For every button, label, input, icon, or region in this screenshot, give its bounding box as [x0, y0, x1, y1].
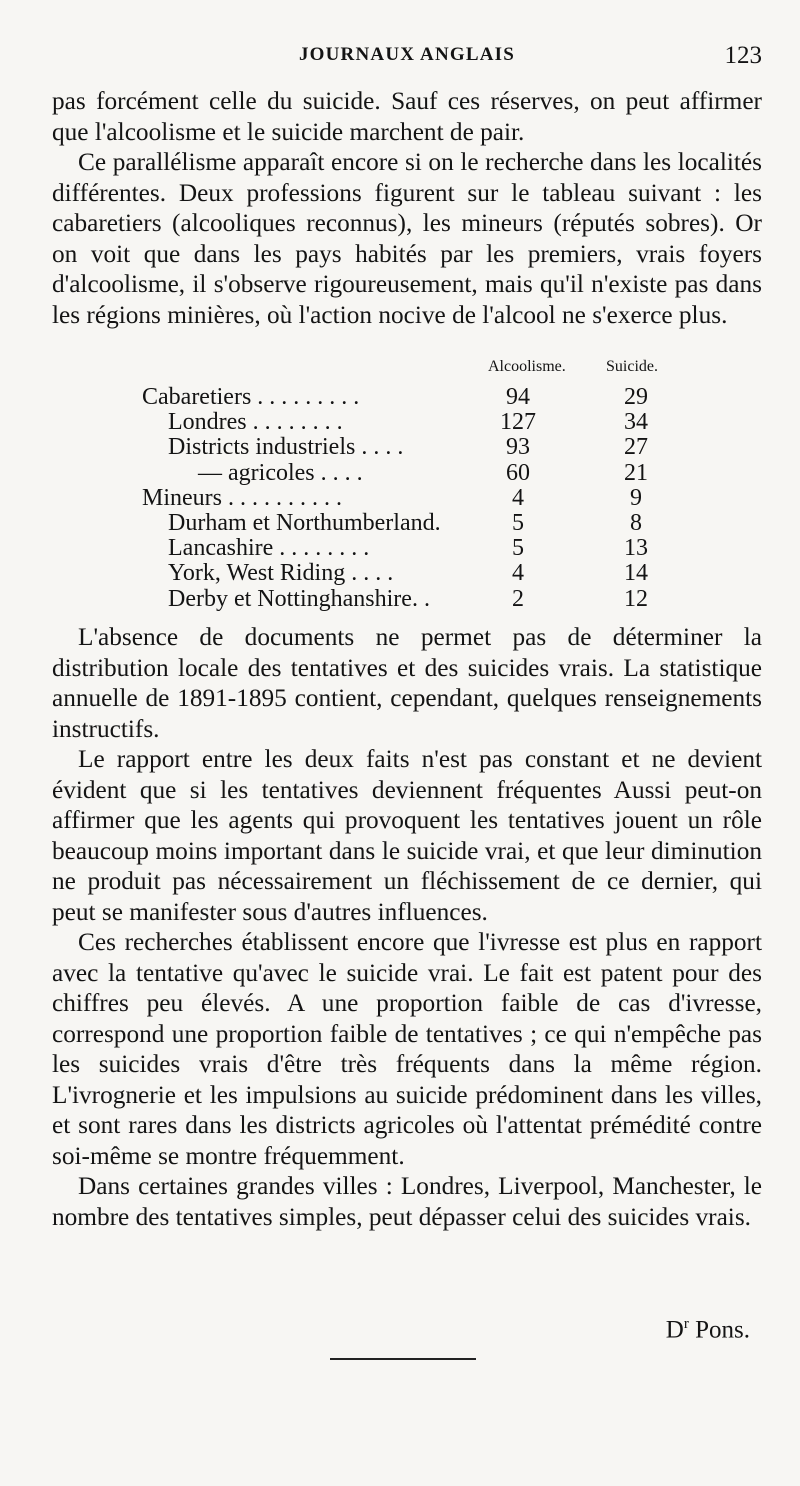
table-row — [52, 434, 762, 460]
table-row — [52, 586, 762, 612]
alcoolisme-value: 4 — [512, 560, 524, 587]
row-label: — agricoles . . . . — [198, 459, 363, 486]
table-row — [52, 485, 762, 511]
table-row — [52, 510, 762, 536]
page-number: 123 — [724, 42, 762, 69]
table-row — [52, 409, 762, 435]
signature-name: Pons. — [688, 1316, 750, 1344]
table-row — [52, 560, 762, 586]
column-header-alcoolisme: Alcoolisme. — [488, 358, 566, 375]
statistics-table — [52, 354, 762, 626]
alcoolisme-value: 94 — [506, 384, 530, 410]
table-row — [52, 535, 762, 561]
row-label: York, West Riding . . . . — [168, 560, 394, 587]
page-header — [52, 44, 762, 74]
table-row — [52, 384, 762, 410]
suicide-value: 21 — [624, 459, 648, 486]
suicide-value: 34 — [624, 409, 648, 436]
suicide-value: 29 — [624, 384, 648, 410]
column-header-suicide: Suicide. — [606, 358, 658, 375]
paragraph: Ce parallélisme apparaît encore si on le recherche dans les localités différentes. Deux professions figurent sur le tableau suivant : les cabaretiers (alcooliques reconnus), les mineurs (réputés sobres). Or on voit que dans les pays habités par les premiers, vrais foyers d'alcoolisme, il s'observe rigoureusement, mais qu'il n'existe pas dans les régions minières, où l'action nocive de l'alcool ne s'exerce plus. — [52, 148, 762, 329]
row-label: Lancashire . . . . . . . . — [168, 535, 370, 562]
text-block-top — [52, 86, 762, 330]
signature-title: D — [665, 1316, 684, 1344]
row-label: Londres . . . . . . . . — [168, 409, 343, 436]
table-row — [52, 460, 762, 486]
row-label: Derby et Nottinghanshire. . — [168, 585, 430, 612]
suicide-value: 8 — [630, 510, 642, 536]
paragraph: Le rapport entre les deux faits n'est pas constant et ne devient évident que si les tentatives deviennent fréquentes Aussi peut-on affirmer que les agents qui provoquent les tentatives jouent un rôle beaucoup moins important dans le suicide vrai, et que leur diminution ne produit pas nécessairement un fléchissement de ce dernier, qui peut se manifester sous d'autres influences. — [52, 745, 762, 926]
suicide-value: 13 — [624, 535, 648, 562]
suicide-value: 27 — [624, 434, 648, 461]
author-signature — [666, 1316, 750, 1344]
row-label: Mineurs . . . . . . . . . . — [142, 484, 342, 511]
row-label: Cabaretiers . . . . . . . . . — [142, 384, 360, 410]
row-label: Durham et Northumberland. — [168, 510, 441, 536]
alcoolisme-value: 4 — [512, 484, 524, 511]
suicide-value: 12 — [624, 585, 648, 612]
alcoolisme-value: 60 — [506, 459, 530, 486]
paragraph: L'absence de documents ne permet pas de déterminer la distribution locale des tentatives et des suicides vrais. La statistique annuelle de 1891-1895 contient, cependant, quelques renseignements instructifs. — [52, 623, 762, 743]
paragraph: Dans certaines grandes villes : Londres, Liverpool, Manchester, le nombre des tentatives simples, peut dépasser celui des suicides vrais. — [52, 1172, 762, 1231]
table-column-headers — [52, 358, 762, 380]
suicide-value: 14 — [624, 560, 648, 587]
row-label: Districts industriels . . . . — [168, 434, 404, 461]
alcoolisme-value: 93 — [506, 434, 530, 461]
alcoolisme-value: 127 — [500, 409, 536, 436]
text-block-bottom — [52, 622, 762, 1232]
signature-title-superscript: r — [683, 1316, 689, 1332]
suicide-value: 9 — [630, 484, 642, 511]
paragraph: Ces recherches établissent encore que l'ivresse est plus en rapport avec la tentative qu'avec le suicide vrai. Le fait est patent pour des chiffres peu élevés. A une proportion faible de cas d'ivresse, correspond une proportion faible de tentatives ; ce qui n'empêche pas les suicides vrais d'être très fréquents dans la même région. L'ivrognerie et les impulsions au suicide prédominent dans les villes, et sont rares dans les districts agricoles où l'attentat prémédité contre soi-même se montre fréquemment. — [52, 928, 762, 1170]
alcoolisme-value: 5 — [512, 510, 524, 536]
alcoolisme-value: 5 — [512, 535, 524, 562]
running-title: JOURNAUX ANGLAIS — [298, 44, 516, 65]
closing-rule — [330, 1358, 476, 1360]
alcoolisme-value: 2 — [512, 585, 524, 612]
paragraph: pas forcément celle du suicide. Sauf ces réserves, on peut affirmer que l'alcoolisme et le suicide marchent de pair. — [52, 87, 762, 146]
